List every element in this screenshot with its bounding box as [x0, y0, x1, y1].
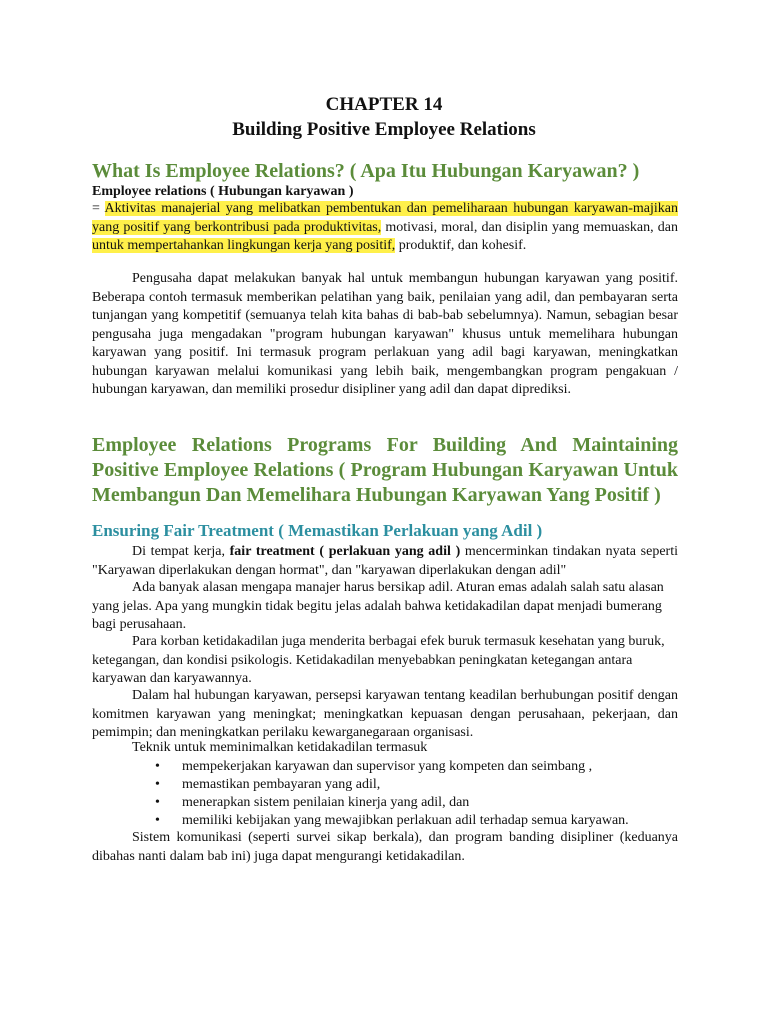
perception-paragraph: Dalam hal hubungan karyawan, persepsi karyawan tentang keadilan berhubungan positif dengan komitmen karyawan yang meningkat; meningkatkan kepuasan dengan perusahaan, pekerjaan, dan pemimpin; dan meningkatkan perilaku kewarganegaraan organisasi.: [92, 688, 678, 740]
section-heading-programs-line1: Employee Relations Programs For Building And Maintaining: [92, 434, 678, 456]
bullet-marker: •: [155, 777, 160, 792]
highlight-definition: Aktivitas manajerial yang melibatkan pembentukan dan pemeliharaan hubungan karyawan-majikan yang positif yang berkontribusi pada produktivitas,: [92, 201, 678, 235]
reasons-paragraph: Ada banyak alasan mengapa manajer harus bersikap adil. Aturan emas adalah salah satu alasan yang jelas. Apa yang mungkin tidak begitu jelas adalah bahwa ketidakadilan dapat menjadi bumerang bagi perusahaan.: [92, 580, 664, 632]
definition-subheading: Employee relations ( Hubungan karyawan ): [92, 184, 354, 199]
bullet-marker: •: [155, 813, 160, 828]
intro-paragraph: Pengusaha dapat melakukan banyak hal untuk membangun hubungan karyawan yang positif. Beberapa contoh termasuk memberikan pelatihan yang baik, penilaian yang adil, dan pembayaran serta tunjangan yang kompetitif (semuanya telah kita bahas di bab-bab sebelumnya). Namun, sebagian besar pengusaha juga mengadakan "program hubungan karyawan" khusus untuk memelihara hubungan karyawan yang positif. Ini termasuk program perlakuan yang adil bagi karyawan, meningkatkan hubungan karyawan melalui komunikasi yang lebih baik, mengembangkan program pengakuan / hubungan karyawan, dan memiliki prosedur disipliner yang adil dan dapat diprediksi.: [92, 271, 678, 397]
techniques-intro: Teknik untuk meminimalkan ketidakadilan termasuk: [132, 740, 428, 755]
subsection-heading-fair-treatment: Ensuring Fair Treatment ( Memastikan Perlakuan yang Adil ): [92, 521, 543, 540]
section-heading-programs-line3: Membangun Dan Memelihara Hubungan Karyawan Yang Positif ): [92, 484, 661, 506]
chapter-number: CHAPTER 14: [325, 94, 443, 115]
bullet-item: mempekerjakan karyawan dan supervisor yang kompeten dan seimbang ,: [182, 759, 593, 774]
communication-paragraph: Sistem komunikasi (seperti survei sikap berkala), dan program banding disipliner (keduanya dibahas nanti dalam bab ini) juga dapat mengurangi ketidakadilan.: [92, 830, 678, 864]
highlight-environment: untuk mempertahankan lingkungan kerja yang positif,: [92, 238, 396, 253]
section-heading-programs-line2: Positive Employee Relations ( Program Hubungan Karyawan Untuk: [92, 459, 678, 481]
def-prefix: =: [92, 201, 105, 216]
p1-pre: Di tempat kerja,: [132, 544, 230, 559]
def-middle: motivasi, moral, dan disiplin yang memuaskan, dan: [381, 219, 678, 235]
definition-paragraph: [92, 200, 678, 256]
fair-treatment-paragraph: [92, 543, 678, 580]
section-heading-employee-relations: What Is Employee Relations? ( Apa Itu Hubungan Karyawan? ): [92, 160, 640, 182]
chapter-title: Building Positive Employee Relations: [232, 119, 536, 140]
bullet-marker: •: [155, 795, 160, 810]
bullet-item: memiliki kebijakan yang mewajibkan perlakuan adil terhadap semua karyawan.: [182, 813, 629, 828]
fair-treatment-term: fair treatment ( perlakuan yang adil ): [229, 544, 461, 559]
bullet-item: memastikan pembayaran yang adil,: [182, 777, 381, 792]
bullet-item: menerapkan sistem penilaian kinerja yang adil, dan: [182, 795, 470, 810]
def-end: produktif, dan kohesif.: [395, 238, 527, 253]
victims-paragraph: Para korban ketidakadilan juga menderita berbagai efek buruk termasuk kesehatan yang buruk, ketegangan, dan kondisi psikologis. Ketidakadilan menyebabkan peningkatan ketegangan antara karyawan dan karyawannya.: [92, 634, 665, 686]
bullet-marker: •: [155, 759, 160, 774]
p1-post: mencerminkan tindakan nyata seperti "Karyawan diperlakukan dengan hormat", dan "karyawan diperlakukan dengan adil": [92, 544, 679, 578]
